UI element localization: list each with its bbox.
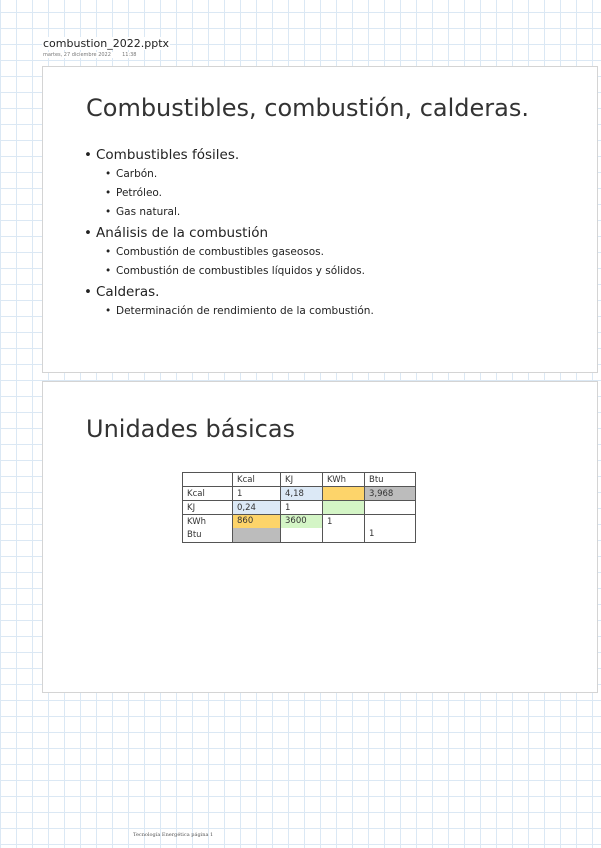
document-time-text: 11:38 (122, 52, 137, 58)
bullet-text: Combustibles fósiles. (96, 147, 240, 163)
table-cell: 1 (281, 501, 323, 515)
table-header-cell: KJ (281, 473, 323, 487)
table-cell: 1 (233, 487, 281, 501)
table-cell (281, 515, 323, 543)
slide-2-title: Unidades básicas (86, 415, 296, 443)
document-title: combustion_2022.pptx (43, 37, 170, 50)
table-row (183, 501, 416, 515)
slide-1-thumbnail[interactable] (42, 66, 598, 373)
row-label-kwh: KWh (187, 517, 207, 527)
sub-bullet-text: Gas natural. (116, 206, 181, 218)
table-cell (365, 501, 416, 515)
bullet-dot: • (84, 225, 92, 241)
bullet-item (84, 283, 374, 302)
table-row-header (183, 515, 233, 543)
table-cell (323, 487, 365, 501)
table-cell-fill: 3600 (281, 515, 322, 528)
table-cell: 3,968 (365, 487, 416, 501)
table-cell-fill: 860 (233, 515, 280, 528)
document-date-text: martes, 27 diciembre 2022 (43, 52, 111, 58)
bullet-text: Análisis de la combustión (96, 225, 269, 241)
table-row-header: Kcal (183, 487, 233, 501)
sub-bullet-text: Combustión de combustibles líquidos y sólidos. (116, 265, 365, 277)
table-cell (323, 501, 365, 515)
table-cell-fill (233, 528, 280, 542)
sub-bullet-text: Combustión de combustibles gaseosos. (116, 246, 324, 258)
sub-bullet-item (105, 243, 374, 262)
bullet-dot: • (105, 305, 112, 317)
table-cell: 0,24 (233, 501, 281, 515)
table-cell: 4,18 (281, 487, 323, 501)
sub-bullet-item (105, 203, 374, 222)
table-cell: 1 (365, 515, 416, 543)
slide-2-thumbnail[interactable] (42, 381, 598, 693)
table-header-cell: KWh (323, 473, 365, 487)
table-row (183, 515, 416, 543)
bullet-dot: • (105, 246, 112, 258)
sub-bullet-text: Carbón. (116, 168, 158, 180)
document-date (42, 52, 137, 58)
table-row (183, 487, 416, 501)
table-header-row (183, 473, 416, 487)
bullet-dot: • (105, 168, 112, 180)
bullet-dot: • (84, 284, 92, 300)
bullet-dot: • (105, 265, 112, 277)
table-header-cell: Kcal (233, 473, 281, 487)
sub-bullet-item (105, 165, 374, 184)
sub-bullet-list (84, 165, 374, 222)
sub-bullet-item (105, 262, 374, 281)
sub-bullet-text: Determinación de rendimiento de la combustión. (116, 305, 374, 317)
slide-1-title: Combustibles, combustión, calderas. (86, 94, 529, 122)
sub-bullet-list (84, 302, 374, 321)
table-cell (233, 515, 281, 543)
page-footer: Tecnología Energética página 1 (133, 832, 214, 838)
table-cell: 1 (323, 515, 365, 543)
bullet-dot: • (105, 187, 112, 199)
table-header-cell: Btu (365, 473, 416, 487)
sub-bullet-item (105, 184, 374, 203)
bullet-text: Calderas. (96, 284, 160, 300)
units-conversion-table (182, 472, 416, 543)
sub-bullet-item (105, 302, 374, 321)
sub-bullet-text: Petróleo. (116, 187, 162, 199)
row-label-btu: Btu (187, 530, 202, 540)
bullet-item (84, 146, 374, 165)
table-cell (183, 473, 233, 487)
bullet-dot: • (105, 206, 112, 218)
bullet-item (84, 224, 374, 243)
sub-bullet-list (84, 243, 374, 281)
bullet-dot: • (84, 147, 92, 163)
slide-1-bullet-list (84, 146, 374, 323)
table-row-header: KJ (183, 501, 233, 515)
